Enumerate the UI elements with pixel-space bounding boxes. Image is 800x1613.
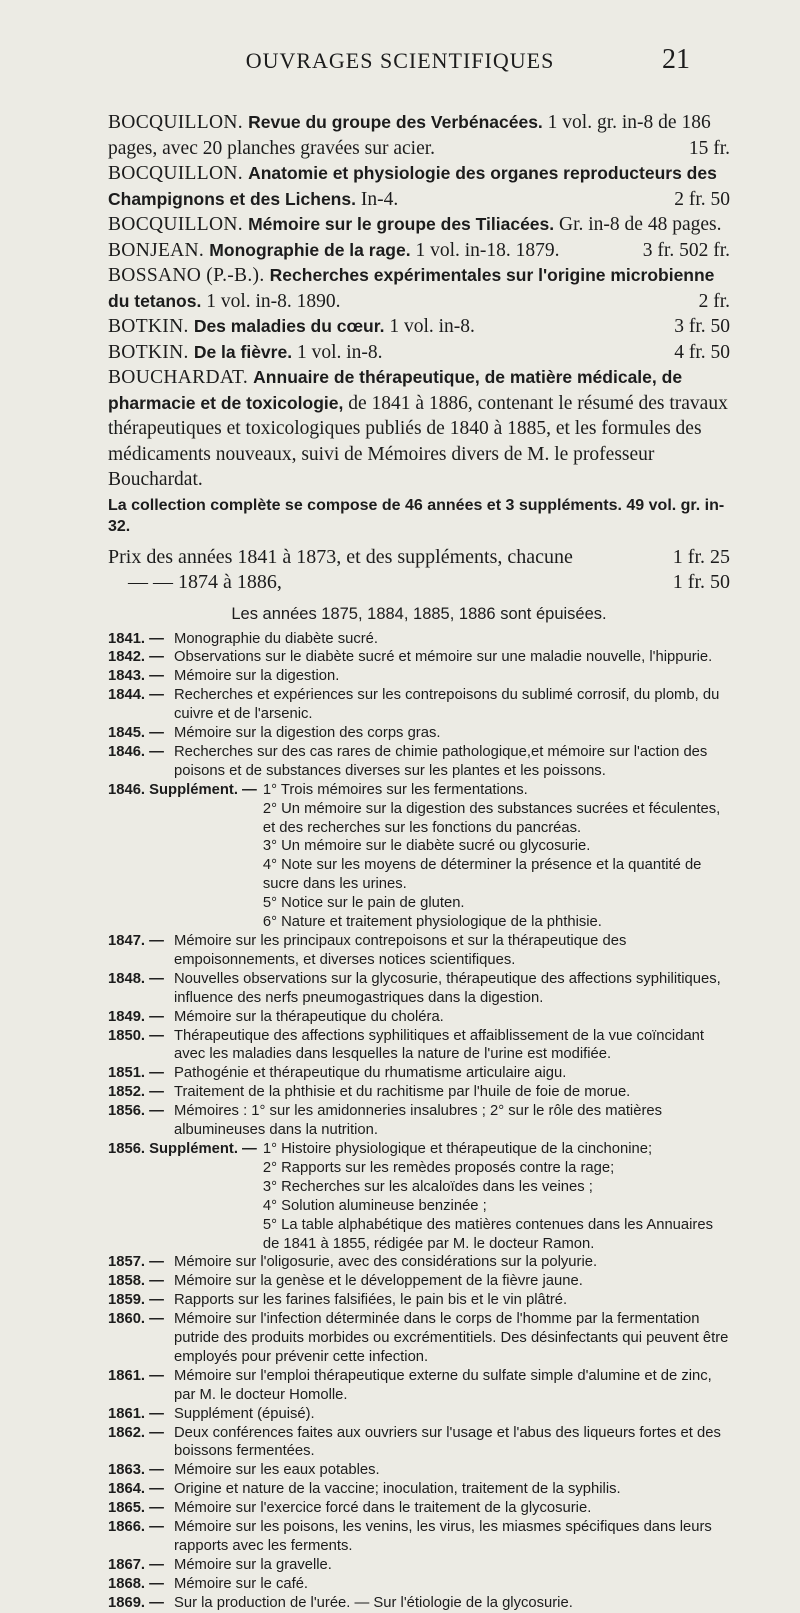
entry-author: BOCQUILLON. — [108, 112, 249, 133]
year-item — [108, 743, 730, 781]
year-item — [108, 1140, 730, 1253]
year-item — [108, 1027, 730, 1065]
catalog-entry — [108, 161, 730, 212]
entry-title: Revue du groupe des Verbénacées. — [248, 112, 543, 132]
year-label: 1863. — — [108, 1462, 164, 1479]
running-title: OUVRAGES SCIENTIFIQUES — [245, 48, 555, 73]
entry-details: 1 vol. gr. in-8 de 186 pages, avec 20 planches gravées sur acier. — [108, 112, 711, 159]
entry-details: 1 vol. in-8. 1890. — [201, 290, 341, 312]
year-label: 1856. Supplément. — — [108, 1140, 257, 1157]
year-text — [174, 630, 730, 649]
year-text-line: Mémoire sur l'emploi thérapeutique externe du sulfate simple d'alumine et de zinc, par M. le docteur Homolle. — [174, 1367, 712, 1403]
year-text-line: Nouvelles observations sur la glycosurie, thérapeutique des affections syphilitiques, influence des nerfs pneumogastriques dans la digestion. — [174, 970, 721, 1006]
year-text — [174, 724, 730, 743]
entry-title: Des maladies du cœur. — [193, 316, 385, 336]
year-text-line: 3° Recherches sur les alcaloïdes dans les veines ; — [262, 1178, 593, 1195]
year-text-line: Rapports sur les farines falsifiées, le pain bis et le vin plâtré. — [174, 1292, 568, 1309]
year-text-line: 2° Rapports sur les remèdes proposés contre la rage; — [262, 1159, 615, 1176]
year-label: 1862. — — [108, 1424, 164, 1441]
year-label: 1848. — — [108, 970, 164, 987]
year-item — [108, 1518, 730, 1556]
year-label: 1860. — — [108, 1311, 164, 1328]
entry-price: 2 fr. — [698, 239, 730, 261]
year-item — [108, 1064, 730, 1083]
year-text-line: 5° La table alphabétique des matières contenues dans les Annuaires de 1841 à 1855, rédigée par M. le docteur Ramon. — [262, 1216, 713, 1252]
year-label: 1850. — — [108, 1027, 164, 1044]
catalog-entry — [108, 263, 730, 314]
entry-author: BONJEAN. — [108, 239, 210, 261]
entry-title: Annuaire de thérapeutique, de matière médicale, de pharmacie et de toxicologie, — [108, 367, 683, 413]
year-label: 1857. — — [108, 1254, 164, 1271]
year-text — [174, 667, 730, 686]
year-text-line: Mémoires : 1° sur les amidonneries insalubres ; 2° sur le rôle des matières albumineuses dans la nutrition. — [174, 1103, 663, 1139]
entry-details: de 1841 à 1886, contenant le résumé des travaux thérapeutiques et toxicologiques publiés de 1840 à 1885, et les formules des médicaments nouveaux, suivi de Mémoires divers de M. le professeur Bouchardat. — [108, 392, 728, 490]
year-text — [174, 932, 730, 970]
year-item — [108, 667, 730, 686]
year-item — [108, 1480, 730, 1499]
year-text — [174, 1594, 730, 1613]
page-number: 21 — [662, 44, 690, 75]
year-text-line: 1° Histoire physiologique et thérapeutique de la cinchonine; — [262, 1140, 653, 1157]
price-row — [108, 570, 730, 595]
entry-title: Monographie de la rage. — [209, 239, 411, 260]
year-label: 1842. — — [108, 649, 164, 666]
year-list — [108, 630, 730, 1613]
entry-title: Recherches expérimentales sur l'origine microbienne du tetanos. — [108, 265, 715, 311]
year-label: 1861. — — [108, 1367, 164, 1384]
entry-details: 1 vol. in-18. 1879. — [410, 239, 560, 261]
entry-author: BOTKIN. — [108, 316, 194, 337]
year-text-line: 5° Notice sur le pain de gluten. — [262, 895, 465, 912]
price-label: — — 1874 à 1886, — [128, 570, 282, 593]
year-text-line: Mémoire sur la gravelle. — [174, 1556, 332, 1573]
year-text-line: 4° Solution alumineuse benzinée ; — [262, 1197, 487, 1214]
year-item — [108, 1083, 730, 1102]
year-text-line: Recherches sur des cas rares de chimie pathologique,et mémoire sur l'action des poisons et de substances diverses sur les plantes et les poissons. — [174, 743, 708, 779]
year-text-line: 6° Nature et traitement physiologique de la phthisie. — [262, 914, 602, 931]
year-text-line: Mémoire sur l'oligosurie, avec des considérations sur la polyurie. — [174, 1254, 598, 1271]
year-text — [174, 1272, 730, 1291]
year-text-line: Mémoire sur la digestion des corps gras. — [174, 725, 441, 742]
year-text — [174, 1480, 730, 1499]
year-label: 1866. — — [108, 1519, 164, 1536]
year-text — [174, 1556, 730, 1575]
entry-author: BOCQUILLON. — [108, 163, 249, 184]
entry-details: Gr. in-8 de 48 pages. — [554, 214, 722, 235]
year-text-line: Mémoire sur le café. — [174, 1575, 309, 1592]
year-text — [174, 1291, 730, 1310]
year-text — [174, 1405, 730, 1424]
year-text-line: Mémoire sur les principaux contrepoisons et sur la thérapeutique des empoisonnements, et diverses notices scientifiques. — [174, 933, 627, 968]
year-text-line: Thérapeutique des affections syphilitiques et affaiblissement de la vue coïncidant avec les maladies dans lesquelles la nature de l'urine est modifiée. — [174, 1027, 705, 1063]
year-item — [108, 1499, 730, 1518]
year-text — [174, 1461, 730, 1480]
year-text — [174, 1499, 730, 1518]
year-text — [174, 1367, 730, 1405]
price-value: 1 fr. 50 — [672, 570, 730, 593]
entry-title: Anatomie et physiologie des organes reproducteurs des Champignons et des Lichens. — [108, 163, 717, 209]
entry-title: Mémoire sur le groupe des Tiliacées. — [248, 214, 555, 234]
year-label: 1861. — — [108, 1405, 164, 1422]
year-label: 1865. — — [108, 1500, 164, 1517]
year-text-line: Deux conférences faites aux ouvriers sur l'usage et l'abus des liqueurs fortes et des boissons fermentées. — [174, 1424, 721, 1460]
year-text-line: Origine et nature de la vaccine; inoculation, traitement de la syphilis. — [174, 1481, 621, 1498]
year-label: 1849. — — [108, 1008, 164, 1025]
entry-details: 1 vol. in-8. — [292, 341, 383, 363]
year-text-line: Observations sur le diabète sucré et mémoire sur une maladie nouvelle, l'hippurie. — [174, 649, 713, 666]
year-label: 1869. — — [108, 1594, 164, 1611]
year-text — [174, 1253, 730, 1272]
year-text-line: Mémoire sur l'exercice forcé dans le traitement de la glycosurie. — [174, 1500, 592, 1517]
year-text-line: Mémoire sur la genèse et le développement de la fièvre jaune. — [174, 1273, 583, 1290]
year-item — [108, 970, 730, 1008]
entry-price: 3 fr. 50 — [642, 239, 699, 261]
year-label: 1868. — — [108, 1575, 164, 1592]
year-text — [174, 970, 730, 1008]
year-item — [108, 781, 730, 932]
year-label: 1856. — — [108, 1103, 164, 1120]
year-item — [108, 1575, 730, 1594]
year-label: 1852. — — [108, 1084, 164, 1101]
price-value: 1 fr. 25 — [672, 545, 730, 568]
year-item — [108, 1008, 730, 1027]
year-item — [108, 1556, 730, 1575]
year-text-line: Pathogénie et thérapeutique du rhumatisme articulaire aigu. — [174, 1065, 567, 1082]
year-text-line: 4° Note sur les moyens de déterminer la présence et la quantité de sucre dans les urines. — [262, 857, 702, 893]
entry-price: 3 fr. 50 — [674, 316, 730, 337]
year-item — [108, 1405, 730, 1424]
year-label: 1864. — — [108, 1481, 164, 1498]
year-text — [263, 781, 730, 932]
year-text-line: Mémoire sur la digestion. — [174, 668, 340, 685]
year-label: 1844. — — [108, 687, 164, 704]
entry-price: 4 fr. 50 — [674, 341, 730, 363]
year-text-line: Mémoire sur les poisons, les venins, les virus, les miasmes spécifiques dans leurs rapports avec les ferments. — [174, 1519, 712, 1554]
year-text — [174, 743, 730, 781]
year-text-line: Mémoire sur les eaux potables. — [174, 1462, 380, 1479]
year-text-line: 1° Trois mémoires sur les fermentations. — [262, 781, 528, 798]
catalog-entry — [108, 365, 730, 493]
year-item — [108, 630, 730, 649]
entry-details: In-4. — [355, 188, 399, 210]
year-text — [174, 1064, 730, 1083]
year-text — [174, 1575, 730, 1594]
year-text — [174, 1518, 730, 1556]
collection-note: La collection complète se compose de 46 années et 3 suppléments. 49 vol. gr. in-32. — [108, 496, 725, 535]
year-label: 1846. Supplément. — — [108, 781, 257, 798]
catalog-entries — [108, 110, 730, 493]
year-item — [108, 648, 730, 667]
entry-price: 15 fr. — [688, 137, 730, 159]
year-label: 1843. — — [108, 668, 164, 685]
year-item — [108, 1310, 730, 1367]
year-item — [108, 1367, 730, 1405]
year-text — [174, 1083, 730, 1102]
year-item — [108, 932, 730, 970]
year-text-line: Mémoire sur la thérapeutique du choléra. — [174, 1008, 444, 1025]
entry-author: BOTKIN. — [108, 341, 194, 363]
year-text-line: 2° Un mémoire sur la digestion des substances sucrées et féculentes, et des recherches sur les fonctions du pancréas. — [262, 800, 721, 836]
entry-author: BOSSANO (P.-B.). — [108, 265, 270, 286]
year-text — [174, 1102, 730, 1140]
entry-author: BOUCHARDAT. — [108, 367, 254, 388]
year-text-line: Recherches et expériences sur les contrepoisons du sublimé corrosif, du plomb, du cuivre et de l'arsenic. — [174, 687, 720, 723]
year-text — [174, 1008, 730, 1027]
entry-author: BOCQUILLON. — [108, 214, 249, 235]
year-text — [263, 1140, 730, 1253]
year-label: 1846. — — [108, 743, 164, 760]
catalog-entry — [108, 340, 730, 366]
entry-title: De la fièvre. — [193, 341, 293, 362]
exhausted-note: Les années 1875, 1884, 1885, 1886 sont épuisées. — [231, 604, 607, 623]
year-text-line: Mémoire sur l'infection déterminée dans le corps de l'homme par la fermentation putride des produits morbides ou excrémentitiels. Des désinfectants qui peuvent être employés pour prévenir cette infection. — [174, 1311, 729, 1365]
price-table — [108, 545, 730, 595]
year-text — [174, 686, 730, 724]
year-label: 1859. — — [108, 1292, 164, 1309]
price-label: Prix des années 1841 à 1873, et des suppléments, chacune — [108, 545, 573, 568]
year-item — [108, 1272, 730, 1291]
catalog-entry — [108, 238, 730, 264]
year-item — [108, 686, 730, 724]
year-text-line: Sur la production de l'urée. — Sur l'étiologie de la glycosurie. — [174, 1594, 573, 1611]
catalog-entry — [108, 314, 730, 340]
year-label: 1858. — — [108, 1273, 164, 1290]
year-item — [108, 1594, 730, 1613]
year-text — [174, 1027, 730, 1065]
price-row — [108, 545, 730, 570]
year-item — [108, 1461, 730, 1480]
entry-price: 2 fr. — [698, 290, 730, 312]
year-label: 1841. — — [108, 630, 164, 647]
year-text — [174, 648, 730, 667]
entry-details: 1 vol. in-8. — [384, 316, 475, 337]
year-label: 1845. — — [108, 725, 164, 742]
year-item — [108, 1291, 730, 1310]
year-label: 1847. — — [108, 933, 164, 949]
year-text — [174, 1424, 730, 1462]
year-text-line: Monographie du diabète sucré. — [174, 630, 379, 647]
year-label: 1851. — — [108, 1065, 164, 1082]
page-body — [108, 110, 730, 1613]
year-text — [174, 1310, 730, 1367]
year-text-line: Supplément (épuisé). — [174, 1405, 315, 1422]
catalog-entry — [108, 110, 730, 161]
year-item — [108, 724, 730, 743]
year-item — [108, 1253, 730, 1272]
year-item — [108, 1102, 730, 1140]
year-text-line: 3° Un mémoire sur le diabète sucré ou glycosurie. — [262, 838, 591, 855]
year-text-line: Traitement de la phthisie et du rachitisme par l'huile de foie de morue. — [174, 1084, 631, 1101]
year-label: 1867. — — [108, 1556, 164, 1573]
year-item — [108, 1424, 730, 1462]
entry-price: 2 fr. 50 — [674, 188, 730, 210]
